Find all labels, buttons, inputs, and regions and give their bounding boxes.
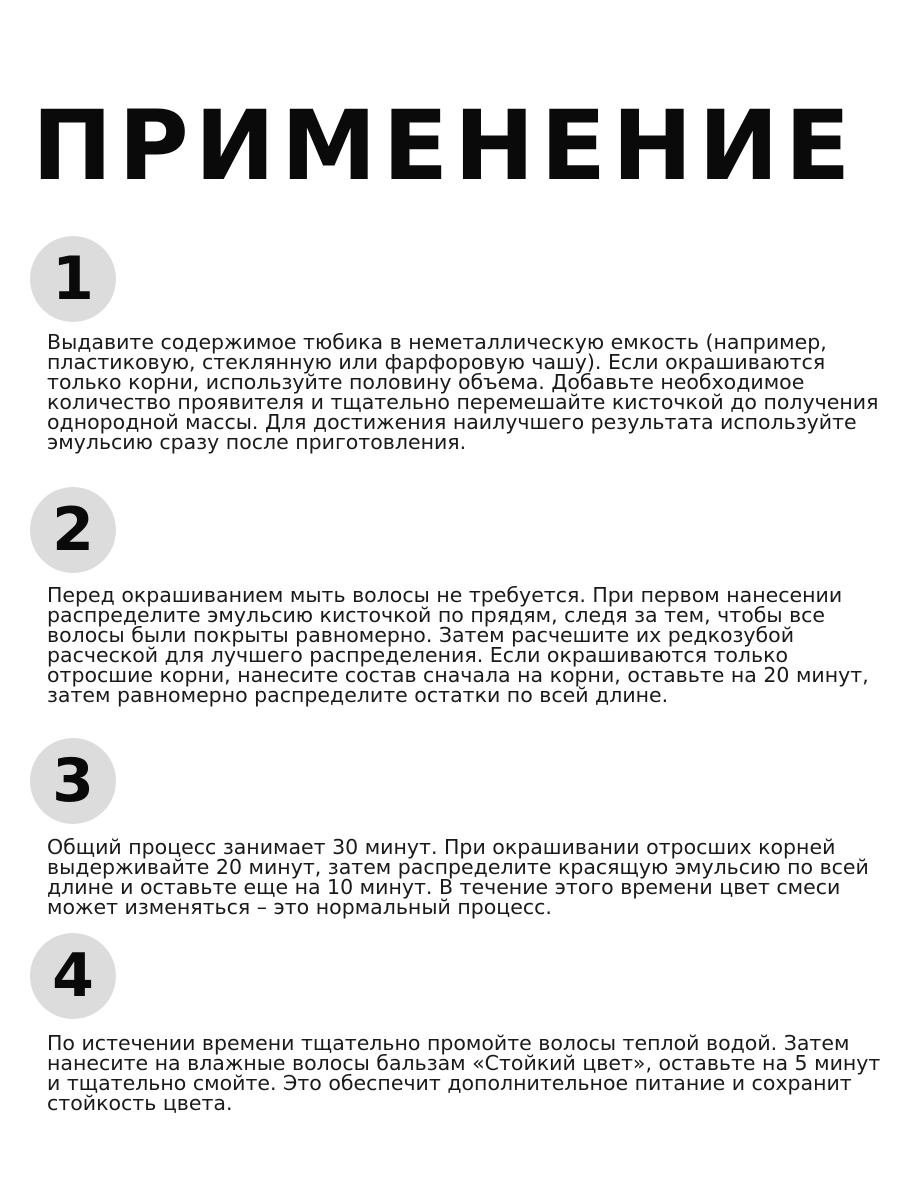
step-description: Общий процесс занимает 30 минут. При окрашивании отросших корней выдерживайте 20 минут, затем распределите красящую эмульсию по всей длине и оставьте еще на 10 минут. В течение этого времени цвет смеси может изменяться – это нормальный процесс. (47, 835, 869, 919)
step-description: По истечении времени тщательно промойте волосы теплой водой. Затем нанесите на влажные волосы бальзам «Стойкий цвет», оставьте на 5 минут и тщательно смойте. Это обеспечит дополнительное питание и сохранит стойкость цвета. (47, 1031, 881, 1115)
step-description: Перед окрашиванием мыть волосы не требуется. При первом нанесении распределите эмульсию кисточкой по прядям, следя за тем, чтобы все волосы были покрыты равномерно. Затем расчешите их редкозубой расческой для лучшего распределения. Если окрашиваются только отросшие корни, нанесите состав сначала на корни, оставьте на 20 минут, затем равномерно распределите остатки по всей длине. (47, 583, 869, 707)
step-number: 1 (52, 244, 94, 314)
page-title: ПРИМЕНЕНИЕ (32, 90, 857, 202)
step-number-badge (30, 738, 116, 824)
step-number-badge (30, 933, 116, 1019)
step-number-badge (30, 487, 116, 573)
step-number: 4 (52, 941, 94, 1011)
step-number: 3 (52, 746, 94, 816)
step-number-badge (30, 236, 116, 322)
step-number: 2 (52, 495, 94, 565)
step-description: Выдавите содержимое тюбика в неметаллическую емкость (например, пластиковую, стеклянную или фарфоровую чашу). Если окрашиваются только корни, используйте половину объема. Добавьте необходимое количество проявителя и тщательно перемешайте кисточкой до получения однородной массы. Для достижения наилучшего результата используйте эмульсию сразу после приготовления. (47, 330, 879, 454)
